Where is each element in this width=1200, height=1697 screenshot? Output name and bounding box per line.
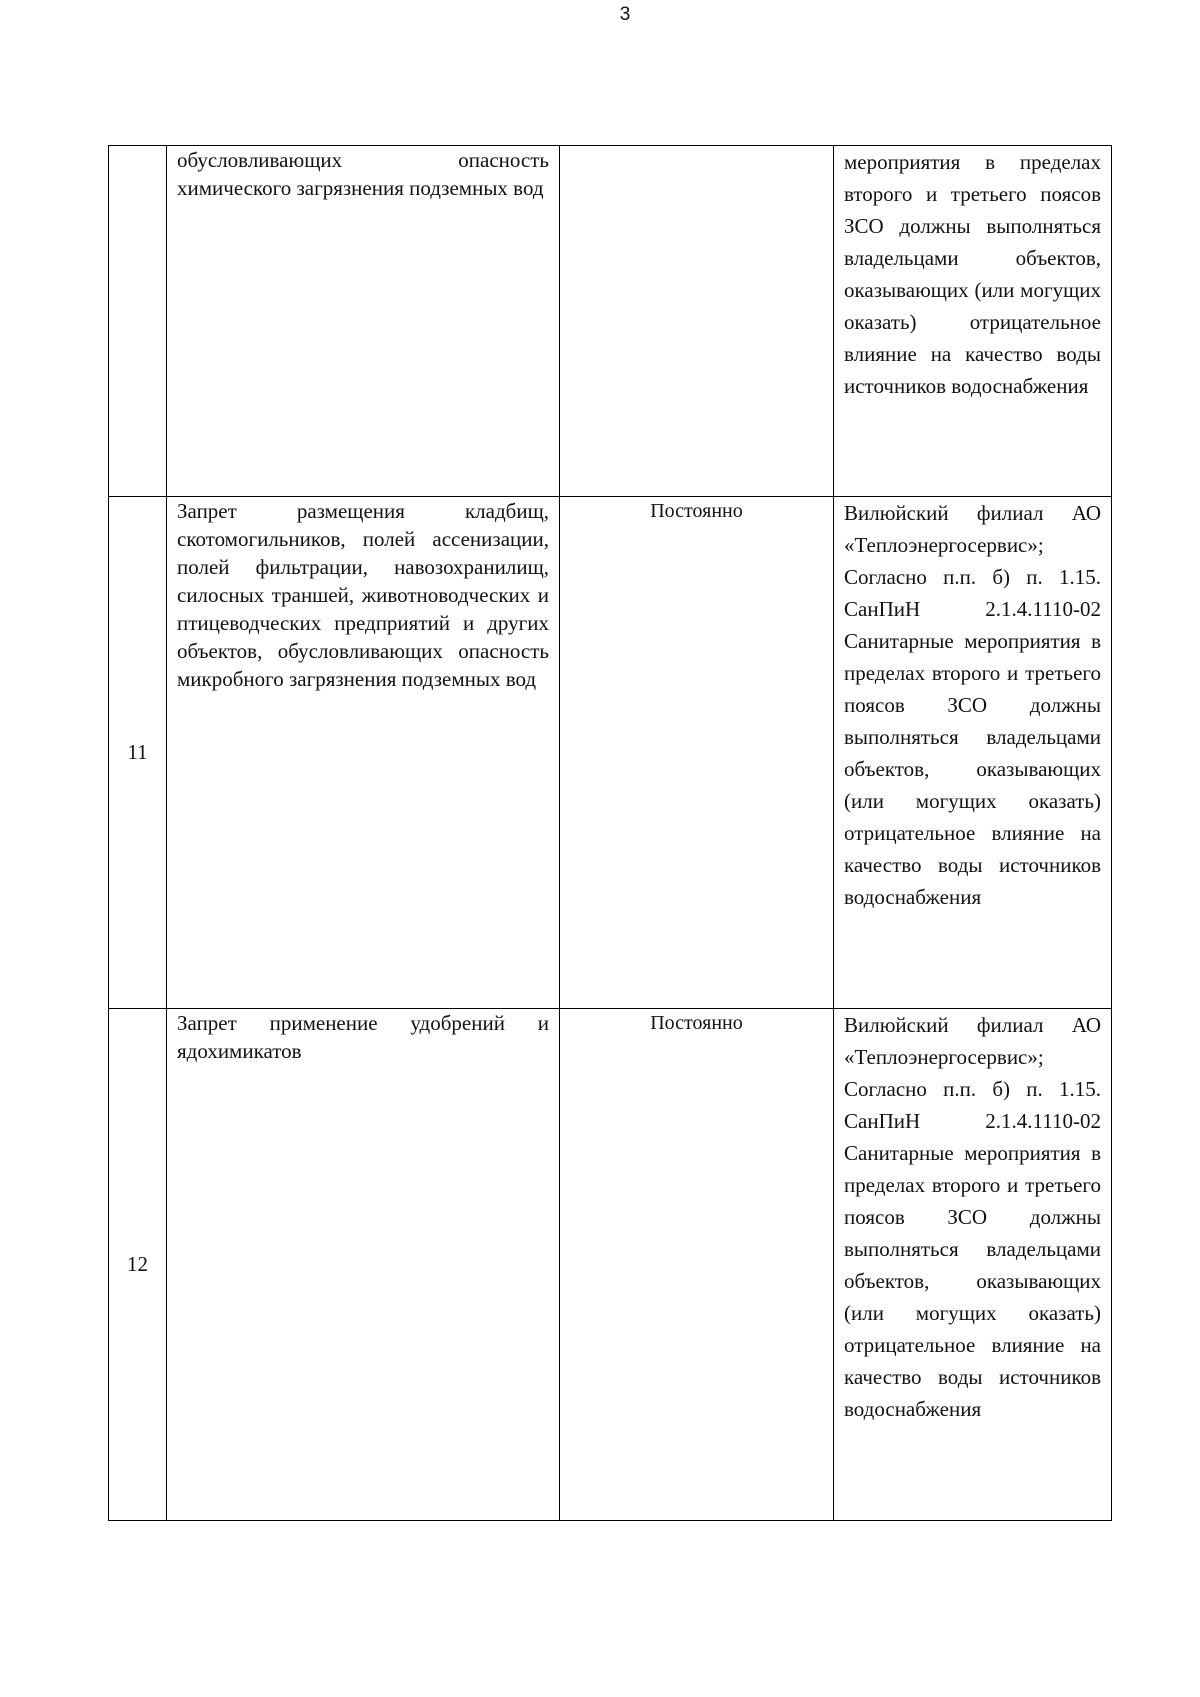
measure-period: Постоянно	[560, 497, 834, 1009]
measure-description: Запрет размещения кладбищ, скотомогильников, полей ассенизации, полей фильтрации, навозохранилищ, силосных траншей, животноводческих и птицеводческих предприятий и других объектов, обусловливающих опасность микробного загрязнения подземных вод	[167, 497, 560, 1009]
responsible-party: Вилюйский филиал АО «Теплоэнергосервис»; Согласно п.п. б) п. 1.15. СанПиН 2.1.4.1110-02 Санитарные мероприятия в пределах второго и третьего поясов ЗСО должны выполняться владельцами объектов, оказывающих (или могущих оказать) отрицательное влияние на качество воды источников водоснабжения	[834, 1009, 1112, 1521]
row-number: 12	[109, 1009, 167, 1521]
row-number: 11	[109, 497, 167, 1009]
responsible-party: мероприятия в пределах второго и третьего поясов ЗСО должны выполняться владельцами объектов, оказывающих (или могущих оказать) отрицательное влияние на качество воды источников водоснабжения	[834, 146, 1112, 497]
page-number: 3	[619, 4, 631, 25]
measure-period	[560, 146, 834, 497]
table-row	[109, 497, 1112, 1009]
measure-period: Постоянно	[560, 1009, 834, 1521]
row-number	[109, 146, 167, 497]
measure-description: Запрет применение удобрений и ядохимикатов	[167, 1009, 560, 1521]
table-row	[109, 1009, 1112, 1521]
table-row	[109, 146, 1112, 497]
measure-description: обусловливающих опасность химического загрязнения подземных вод	[167, 146, 560, 497]
responsible-party: Вилюйский филиал АО «Теплоэнергосервис»; Согласно п.п. б) п. 1.15. СанПиН 2.1.4.1110-02 Санитарные мероприятия в пределах второго и третьего поясов ЗСО должны выполняться владельцами объектов, оказывающих (или могущих оказать) отрицательное влияние на качество воды источников водоснабжения	[834, 497, 1112, 1009]
measures-table	[108, 145, 1112, 1521]
